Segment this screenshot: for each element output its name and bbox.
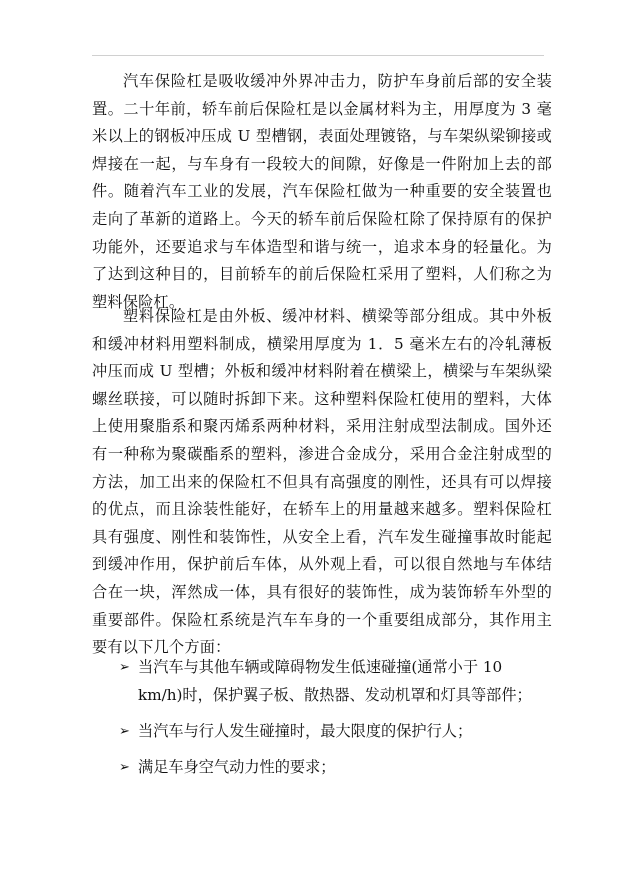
arrow-bullet-icon: ➢ (119, 724, 130, 740)
list-item-text: 满足车身空气动力性的要求； (138, 757, 336, 776)
paragraph-intro: 汽车保险杠是吸收缓冲外界冲击力，防护车身前后部的安全装置。二十年前，轿车前后保险杠是以金属材料为主，用厚度为 3 毫米以上的钢板冲压成 U 型槽钢，表面处理镀铬，与车架纵梁铆接或焊接在一起，与车身有一段较大的间隙，好像是一件附加上去的部件。随着汽车工业的发展，汽车保险杠做为一种重要的安全装置也走向了革新的道路上。今天的轿车前后保险杠除了保持原有的保护功能外，还要追求与车体造型和谐与统一，追求本身的轻量化。为了达到这种目的，目前轿车的前后保险杠采用了塑料，人们称之为塑料保险杠。 (92, 72, 552, 311)
paragraph-plastic-bumper: 塑料保险杠是由外板、缓冲材料、横梁等部分组成。其中外板和缓冲材料用塑料制成，横梁用厚度为 1．5 毫米左右的冷轧薄板冲压而成 U 型槽；外板和缓冲材料附着在横梁上，横梁与车架纵梁螺丝联接，可以随时拆卸下来。这种塑料保险杠使用的塑料，大体上使用聚脂系和聚丙烯系两种材料，采用注射成型法制成。国外还有一种称为聚碳酯系的塑料，渗进合金成分，采用合金注射成型的方法，加工出来的保险杠不但具有高强度的刚性，还具有可以焊接的优点，而且涂装性能好，在轿车上的用量越来越多。塑料保险杠具有强度、刚性和装饰性，从安全上看，汽车发生碰撞事故时能起到缓冲作用，保护前后车体，从外观上看，可以很自然地与车体结合在一块，浑然成一体，具有很好的装饰性，成为装饰轿车外型的重要部件。保险杠系统是汽车车身的一个重要组成部分，其作用主要有以下几个方面： (92, 307, 552, 657)
list-item-text: 当汽车与行人发生碰撞时，最大限度的保护行人； (138, 722, 473, 741)
list-item (92, 718, 554, 746)
list-item (92, 654, 554, 709)
arrow-bullet-icon: ➢ (119, 759, 130, 775)
function-list (92, 654, 554, 789)
arrow-bullet-icon: ➢ (119, 660, 130, 675)
list-item-text: 当汽车与其他车辆或障碍物发生低速碰撞(通常小于 10 km/h)时，保护翼子板、散热器、发动机罩和灯具等部件； (138, 658, 532, 704)
list-item (92, 754, 554, 782)
header-rule (92, 55, 544, 56)
